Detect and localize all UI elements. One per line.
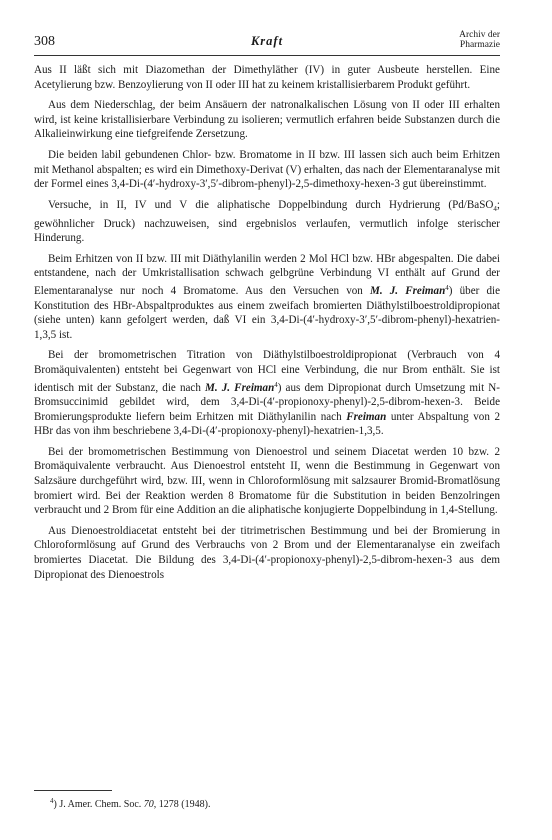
author-citation: Freiman (346, 410, 387, 423)
body-text (34, 63, 500, 588)
footnote-volume: 70 (143, 799, 154, 810)
paragraph: Aus Dienoestroldiacetat entsteht bei der titrimetrischen Bestimmung und bei der Bromierung in Chloroformlösung auf Grund des Verbrauchs von 2 Brom und der Elementaranalyse ein zweifach bromiertes Diacetat. Die Bildung des 3,4-Di-(4′-propionoxy-phenyl)-2,5-dibrom-hexen-3 aus dem Dipropionat des Dienoestrols (34, 524, 500, 581)
journal-name (459, 30, 500, 50)
paragraph: Versuche, in II, IV und V die aliphatische Doppelbindung durch Hydrierung (Pd/BaSO$_4$; gewöhnlicher Druck) nachzuweisen, sind ergebnislos verlaufen, vermutlich infolge sterischer Hinderung. (34, 198, 500, 245)
page-number: 308 (34, 34, 55, 49)
journal-name-line1: Archiv der (459, 30, 500, 40)
footnote-ref: 4 (445, 283, 449, 292)
running-header (34, 30, 500, 52)
author-citation: M. J. Freiman (205, 381, 275, 394)
paragraph: Beim Erhitzen von II bzw. III mit Diäthylanilin werden 2 Mol HCl bzw. HBr abgespalten. Die dabei entstandene, nach der Umkristallisation schwach gelbgrüne Verbindung VI enthält auf Grund der Elementaranalyse nur noch 4 Bromatome. Aus den Versuchen von M. J. Freiman$^4$) über die Konstitution des HBr-Abspaltproduktes aus einem zweifach bromierten Diäthylstilboestroldipropionat (siehe unten) kann gefolgert werden, daß VI ein 3,4-Di-(4′-hydroxy-3′,5′-dibrom-phenyl)-hexatrien-1,3,5 ist. (34, 252, 500, 341)
footnote-ref: 4 (274, 380, 278, 389)
author-citation: M. J. Freiman (369, 284, 446, 297)
paragraph: Aus dem Niederschlag, der beim Ansäuern der natronalkalischen Lösung von II oder III erhalten wird, ist keine kristallisierbare Verbindung zu isolieren; vermutlich erfahren beide Substanzen durch die Alkalieinwirkung eine tiefgreifende Zersetzung. (34, 99, 500, 141)
footnote-mark: 4 (50, 797, 54, 805)
journal-name-line2: Pharmazie (459, 40, 500, 50)
paragraph: Bei der bromometrischen Bestimmung von Dienoestrol und seinem Diacetat werden 10 bzw. 2 Bromäquivalente verbraucht. Aus Dienoestrol entsteht II, wenn die Bestimmung in Gegenwart von Salzsäure durchgeführt wird, bzw. III, wenn in Chloroformlösung mit salzsaurer Bromid-Bromatlösung bromiert wird. Bei der Reaktion werden 8 Bromatome für die Substitution in beiden Benzolringen verbraucht und 2 Brom für eine Addition an die aliphatische konjugierte Doppelbindung in 1,4-Stellung. (34, 445, 500, 517)
paragraph: Aus II läßt sich mit Diazomethan der Dimethyläther (IV) in guter Ausbeute herstellen. Eine Acetylierung bzw. Benzoylierung von II oder III hat zu keinem kristallisierbarem Produkt geführt. (34, 64, 500, 91)
footnote-rule (34, 790, 112, 791)
paragraph: Die beiden labil gebundenen Chlor- bzw. Bromatome in II bzw. III lassen sich auch beim Erhitzen mit Methanol abspalten; es wird ein Dimethoxy-Derivat (V) erhalten, das nach der Elementaranalyse mit der Formel eines 3,4-Di-(4′-hydroxy-3′,5′-dibrom-phenyl)-2,5-dimethoxy-hexen-3 gut übereinstimmt. (34, 148, 500, 191)
header-rule (34, 55, 500, 56)
footnote: $^4$) J. Amer. Chem. Soc. 70, 1278 (1948). (50, 797, 211, 810)
paragraph: Bei der bromometrischen Titration von Diäthylstilboestroldipropionat (Verbrauch von 4 Bromäquivalenten) entsteht bei Gegenwart von HCl eine Verbindung, die nur Brom enthält. Sie ist identisch mit der Substanz, die nach M. J. Freiman$^4$) aus dem Dipropionat durch Umsetzung mit N-Bromsuccinimid gebildet wird, dem 3,4-Di-(4′-propionoxy-phenyl)-2,5-dibrom-hexen-3. Beide Bromierungsprodukte liefern beim Erhitzen mit Diäthylanilin nach Freiman unter Abspaltung von 2 HBr das von ihm beschriebene 3,4-Di-(4′-propionoxy-phenyl)-hexatrien-1,3,5. (34, 349, 500, 438)
running-author: Kraft (250, 34, 284, 48)
